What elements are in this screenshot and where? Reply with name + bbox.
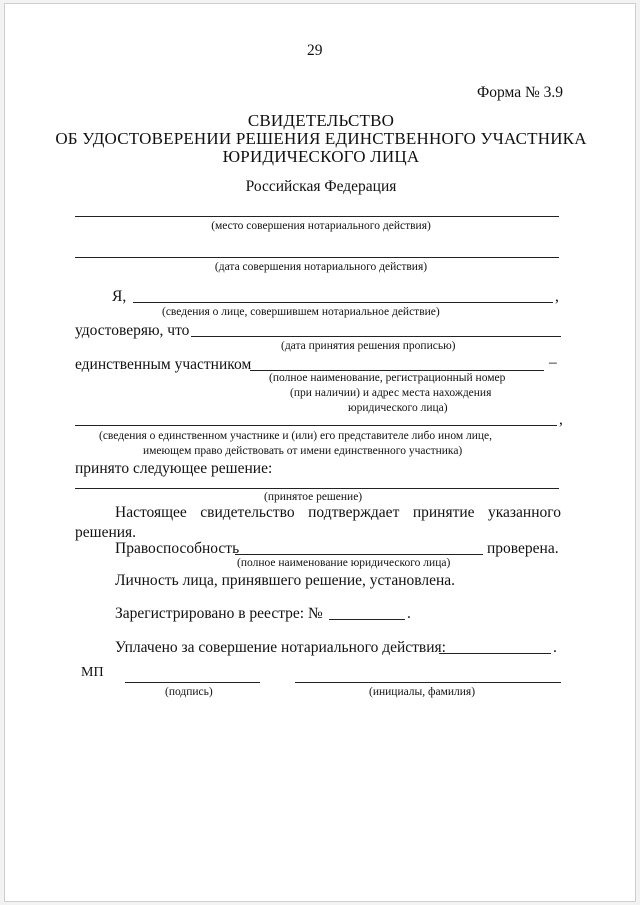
- decision-date-caption: (дата принятия решения прописью): [281, 340, 456, 352]
- registry-period: .: [407, 605, 411, 622]
- sole-participant-label: единственным участником: [75, 356, 252, 373]
- paragraph-line-1: [115, 504, 561, 522]
- decision-line: [75, 488, 559, 489]
- identity-text: Личность лица, принявшего решение, установлена.: [115, 572, 456, 589]
- initials-caption: (инициалы, фамилия): [369, 686, 476, 698]
- place-line: [75, 216, 559, 217]
- registry-label: Зарегистрировано в реестре: №: [115, 605, 323, 622]
- date-caption: (дата совершения нотариального действия): [214, 261, 428, 273]
- fee-label: Уплачено за совершение нотариального действия:: [115, 639, 446, 656]
- paragraph-line-2: решения.: [75, 524, 137, 541]
- company-line: [250, 370, 544, 371]
- country: Российская Федерация: [245, 178, 397, 195]
- title-line-3: ЮРИДИЧЕСКОГО ЛИЦА: [222, 147, 420, 166]
- decision-date-line: [191, 336, 561, 337]
- legal-name-caption: (полное наименование юридического лица): [237, 557, 451, 569]
- paragraph-word: Настоящее: [115, 504, 187, 521]
- signature-line: [125, 682, 260, 683]
- participant-comma: ,: [559, 411, 563, 428]
- company-caption-1: (полное наименование, регистрационный номер: [269, 372, 506, 384]
- company-caption-3: юридического лица): [348, 402, 448, 414]
- fee-line: [439, 653, 551, 654]
- date-line: [75, 257, 559, 258]
- notary-caption: (сведения о лице, совершившем нотариальное действие): [162, 306, 440, 318]
- paragraph-word: принятие: [412, 504, 475, 521]
- participant-caption-2: имеющем право действовать от имени единственного участника): [143, 445, 463, 457]
- decision-taken-label: принято следующее решение:: [75, 460, 273, 477]
- company-caption-2: (при наличии) и адрес места нахождения: [290, 387, 492, 399]
- participant-line: [75, 425, 557, 426]
- participant-caption-1: (сведения о единственном участнике и (или) его представителе либо ином лице,: [99, 430, 493, 442]
- capacity-label: Правоспособность: [115, 540, 240, 557]
- signature-caption: (подпись): [165, 686, 213, 698]
- company-dash: –: [549, 354, 557, 371]
- form-number: Форма № 3.9: [477, 84, 564, 101]
- document-page: [4, 3, 636, 902]
- certify-label: удостоверяю, что: [75, 322, 190, 339]
- paragraph-word: указанного: [488, 504, 561, 521]
- checked-label: проверена.: [487, 540, 559, 557]
- paragraph-word: свидетельство: [200, 504, 295, 521]
- notary-line: [133, 302, 553, 303]
- title-line-2: ОБ УДОСТОВЕРЕНИИ РЕШЕНИЯ ЕДИНСТВЕННОГО УЧАСТНИКА: [55, 129, 587, 148]
- place-caption: (место совершения нотариального действия): [211, 220, 431, 232]
- legal-name-line: [235, 554, 483, 555]
- fee-period: .: [553, 639, 557, 656]
- decision-caption: (принятое решение): [264, 491, 363, 503]
- ya-label: Я,: [112, 288, 127, 305]
- notary-comma: ,: [555, 288, 559, 305]
- registry-line: [329, 619, 405, 620]
- seal-label: МП: [81, 665, 104, 680]
- initials-line: [295, 682, 561, 683]
- title-line-1: СВИДЕТЕЛЬСТВО: [247, 111, 395, 130]
- paragraph-word: подтверждает: [308, 504, 400, 521]
- page-number: 29: [307, 42, 323, 59]
